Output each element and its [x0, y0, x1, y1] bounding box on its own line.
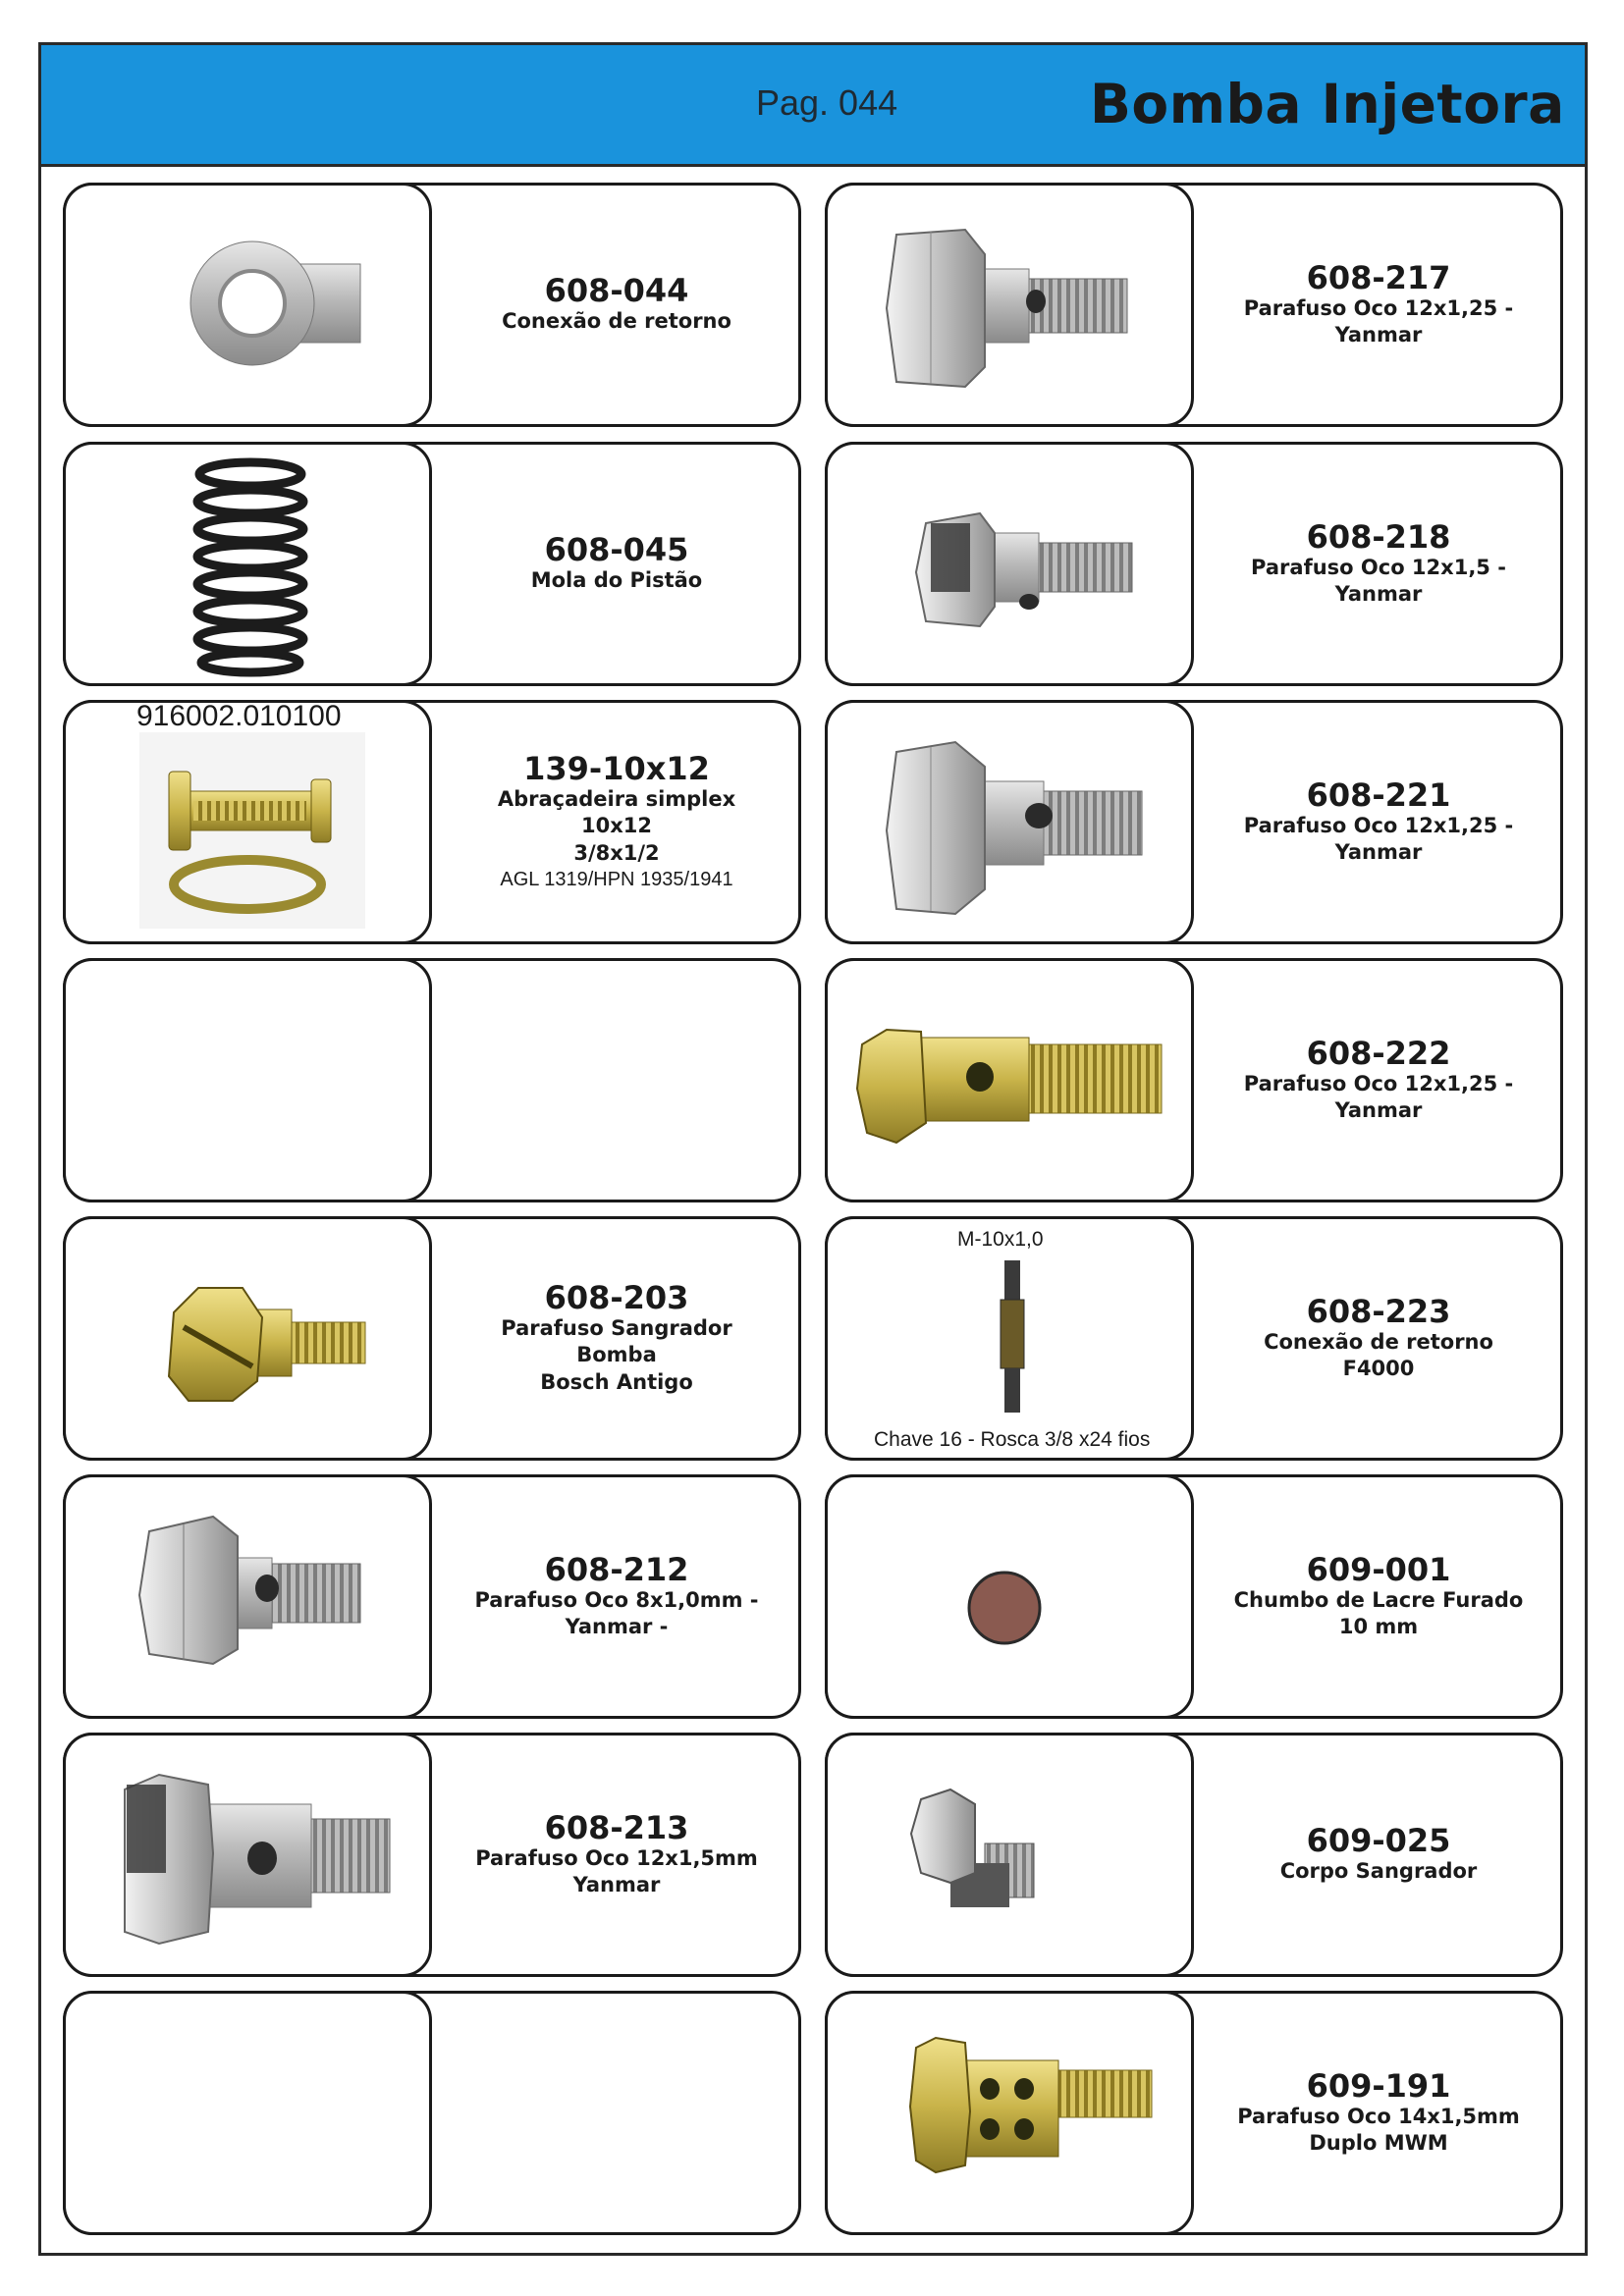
- product-card: [63, 1474, 801, 1719]
- lead-seal-icon: [828, 1477, 1194, 1719]
- product-info: [432, 1216, 801, 1461]
- product-application: AGL 1319/HPN 1935/1941: [500, 869, 733, 891]
- product-card: [825, 1474, 1563, 1719]
- empty-card: [63, 1991, 801, 2235]
- banjo-bolt-icon: [828, 703, 1194, 944]
- hose-clamp-icon: [66, 703, 432, 944]
- product-info: [1194, 1991, 1563, 2235]
- product-description: Conexão de retorno F4000: [1264, 1329, 1493, 1381]
- product-image-frame: [825, 1733, 1194, 1977]
- product-code: 139-10x12: [523, 749, 710, 787]
- product-code: 608-223: [1306, 1292, 1451, 1330]
- reference-number: 916002.010100: [136, 700, 342, 732]
- product-code: 608-222: [1306, 1034, 1451, 1072]
- product-card: [825, 958, 1563, 1202]
- product-image-frame: [825, 183, 1194, 427]
- product-description: Corpo Sangrador: [1279, 1859, 1478, 1884]
- product-code: 608-221: [1306, 775, 1451, 814]
- product-card: [825, 442, 1563, 686]
- product-code: 609-001: [1306, 1550, 1451, 1588]
- product-image-frame: [63, 442, 432, 686]
- product-description: Parafuso Oco 12x1,5 - Yanmar: [1251, 555, 1506, 607]
- double-banjo-bolt-icon: [828, 1994, 1194, 2235]
- product-card: [825, 700, 1563, 944]
- product-card: [825, 1216, 1563, 1461]
- thread-spec-label: M-10x1,0: [957, 1228, 1044, 1251]
- bleeder-body-icon: [828, 1735, 1194, 1977]
- product-card: [63, 183, 801, 427]
- product-info: [1194, 958, 1563, 1202]
- product-card: [825, 1991, 1563, 2235]
- product-description: Abraçadeira simplex 10x12 3/8x1/2: [497, 787, 736, 865]
- banjo-bolt-icon: [828, 186, 1194, 427]
- product-info: [432, 442, 801, 686]
- product-image-frame: [825, 958, 1194, 1202]
- product-description: Conexão de retorno: [502, 309, 731, 334]
- product-info: [432, 1474, 801, 1719]
- product-description: Parafuso Oco 12x1,25 - Yanmar: [1243, 1071, 1514, 1123]
- product-code: 608-045: [544, 531, 689, 569]
- product-code: 609-025: [1306, 1822, 1451, 1860]
- product-info: [432, 1733, 801, 1977]
- product-description: Chumbo de Lacre Furado 10 mm: [1233, 1587, 1524, 1639]
- product-image-frame: [825, 1474, 1194, 1719]
- product-code: 608-217: [1306, 258, 1451, 296]
- product-description: Mola do Pistão: [530, 568, 703, 593]
- product-image-frame: [63, 700, 432, 944]
- product-code: 608-044: [544, 272, 689, 310]
- product-info: [1194, 1216, 1563, 1461]
- product-info: [1194, 700, 1563, 944]
- product-description: Parafuso Oco 12x1,5mm Yanmar: [475, 1845, 758, 1897]
- return-connection-ring-icon: [66, 186, 432, 427]
- product-description: Parafuso Oco 8x1,0mm - Yanmar -: [474, 1587, 759, 1639]
- empty-card: [63, 958, 801, 1202]
- banjo-bolt-icon: [66, 1477, 432, 1719]
- product-info: [1194, 1733, 1563, 1977]
- product-code: 608-203: [544, 1278, 689, 1316]
- product-code: 608-218: [1306, 517, 1451, 556]
- product-image-frame: [825, 700, 1194, 944]
- product-card: [63, 1216, 801, 1461]
- product-code: 609-191: [1306, 2066, 1451, 2105]
- product-image-frame: [63, 1216, 432, 1461]
- product-image-frame: [825, 442, 1194, 686]
- product-info: [432, 183, 801, 427]
- product-description: Parafuso Oco 14x1,5mm Duplo MWM: [1237, 2104, 1520, 2156]
- banjo-bolt-icon: [828, 445, 1194, 686]
- product-description: Parafuso Oco 12x1,25 - Yanmar: [1243, 813, 1514, 865]
- product-card: [825, 183, 1563, 427]
- product-code: 608-212: [544, 1550, 689, 1588]
- product-info: [1194, 1474, 1563, 1719]
- product-description: Parafuso Sangrador Bomba Bosch Antigo: [501, 1316, 732, 1394]
- product-card: [63, 700, 801, 944]
- product-image-frame: [63, 183, 432, 427]
- product-card: [825, 1733, 1563, 1977]
- product-image-frame: [63, 1474, 432, 1719]
- product-code: 608-213: [544, 1808, 689, 1846]
- product-image-frame: [63, 958, 432, 1202]
- product-image-frame: [63, 1733, 432, 1977]
- coil-spring-icon: [66, 445, 432, 686]
- product-image-frame: [825, 1991, 1194, 2235]
- banjo-bolt-icon: [66, 1735, 432, 1977]
- banjo-bolt-gold-icon: [828, 961, 1194, 1202]
- page-title: Bomba Injetora: [1090, 73, 1565, 135]
- threaded-pin-icon: [828, 1219, 1194, 1461]
- page-number: Pag. 044: [756, 82, 898, 123]
- wrench-spec-label: Chave 16 - Rosca 3/8 x24 fios: [874, 1428, 1151, 1451]
- product-image-frame: [63, 1991, 432, 2235]
- product-image-frame: [825, 1216, 1194, 1461]
- product-description: Parafuso Oco 12x1,25 - Yanmar: [1243, 295, 1514, 347]
- product-info: [1194, 442, 1563, 686]
- bleeder-screw-icon: [66, 1219, 432, 1461]
- product-card: [63, 442, 801, 686]
- product-info: [1194, 183, 1563, 427]
- product-card: [63, 1733, 801, 1977]
- product-info: [432, 700, 801, 944]
